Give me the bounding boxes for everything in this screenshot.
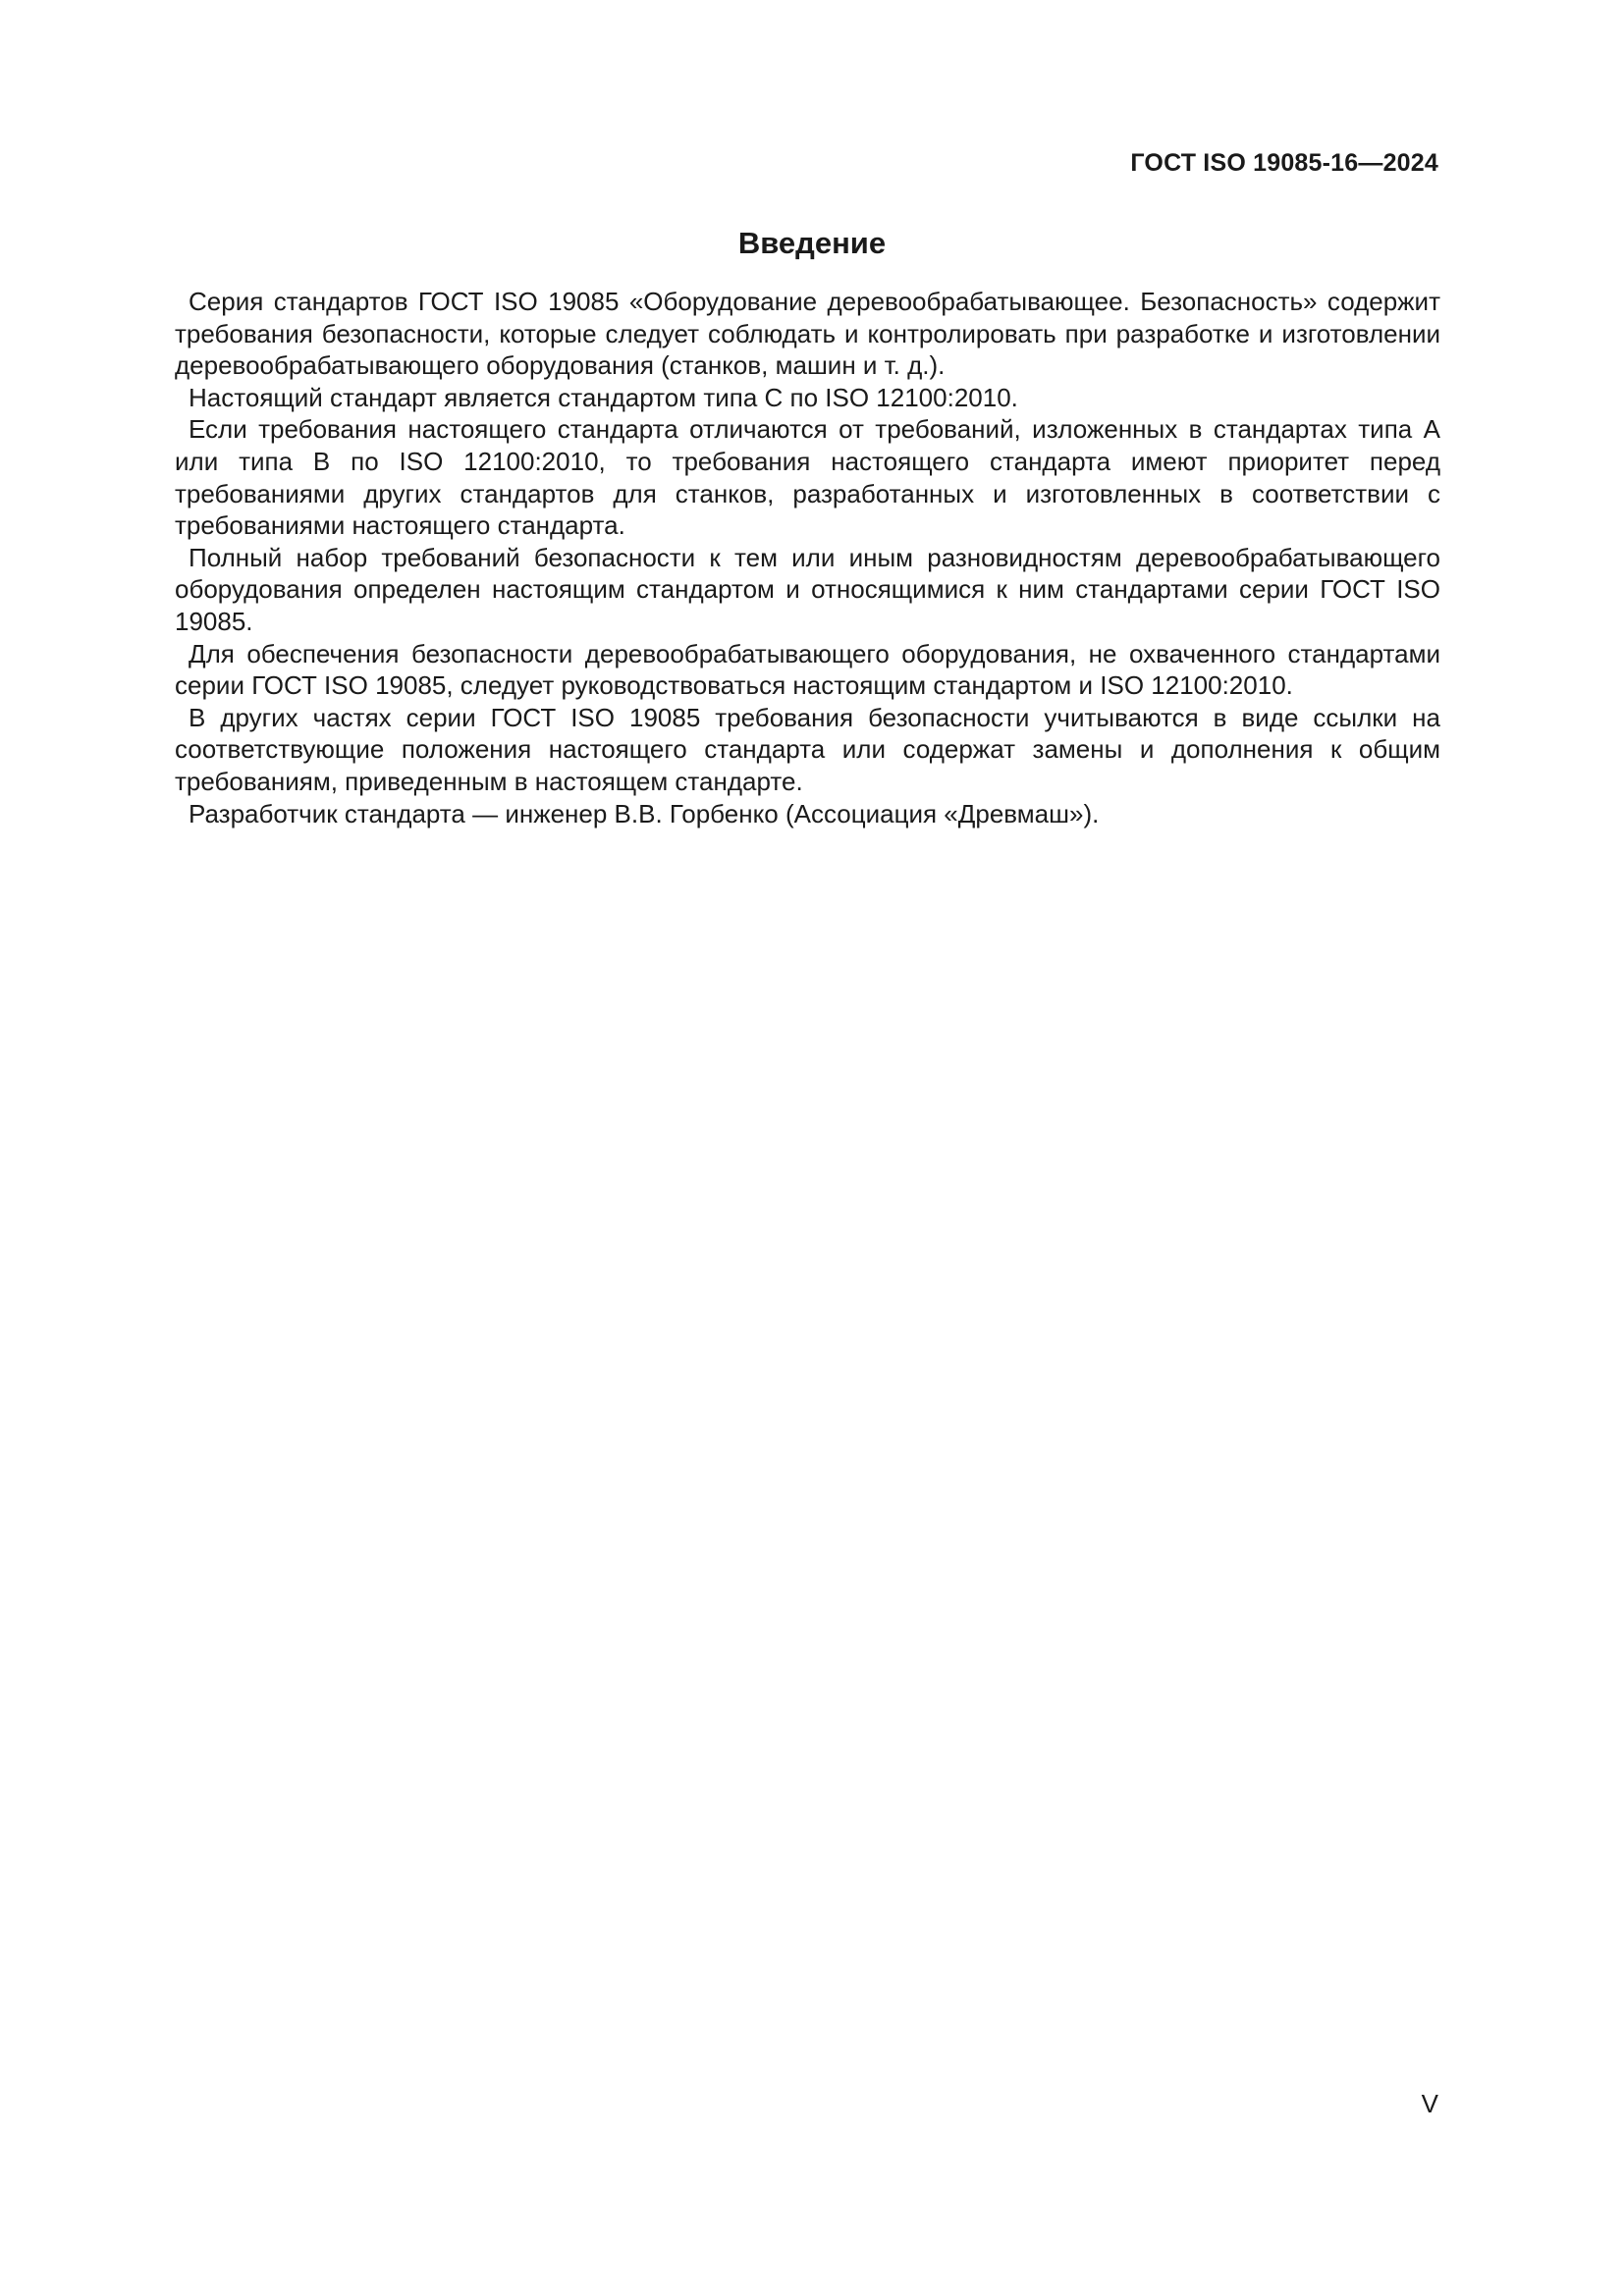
paragraph-developer: Разработчик стандарта — инженер В.В. Горбенко (Ассоциация «Древмаш»). [189,798,1100,828]
paragraph-full-set: Полный набор требований безопасности к тем или иным разновидностям деревообрабатывающего оборудования определен настоящим стандартом и относящимися к ним стандартами серии ГОСТ ISO 19085. [175,542,1440,636]
paragraph-type-c: Настоящий стандарт является стандартом типа С по ISO 12100:2010. [189,382,1018,412]
section-title: Введение [737,226,887,260]
page-number: V [1421,2089,1438,2118]
document-code: ГОСТ ISO 19085-16—2024 [1130,149,1438,177]
paragraph-priority: Если требования настоящего стандарта отличаются от требований, изложенных в стандартах типа А или типа В по ISO 12100:2010, то требования настоящего стандарта имеют приоритет перед требованиями других стандартов для станков, разработанных и изготовленных в соответствии с требованиями настоящего стандарта. [175,414,1440,541]
paragraph-other-parts: В других частях серии ГОСТ ISO 19085 требования безопасности учитываются в виде ссылки на соответствующие положения настоящего стандарта или содержат замены и дополнения к общим требованиям, приведенным в настоящем стандарте. [175,702,1440,796]
introduction-body [175,286,1440,829]
paragraph-series: Серия стандартов ГОСТ ISO 19085 «Оборудование деревообрабатывающее. Безопасность» содержит требования безопасности, которые следует соблюдать и контролировать при разработке и изготовлении деревообрабатывающего оборудования (станков, машин и т. д.). [175,287,1440,381]
paragraph-not-covered: Для обеспечения безопасности деревообрабатывающего оборудования, не охваченного стандартами серии ГОСТ ISO 19085, следует руководствоваться настоящим стандартом и ISO 12100:2010. [175,638,1440,701]
